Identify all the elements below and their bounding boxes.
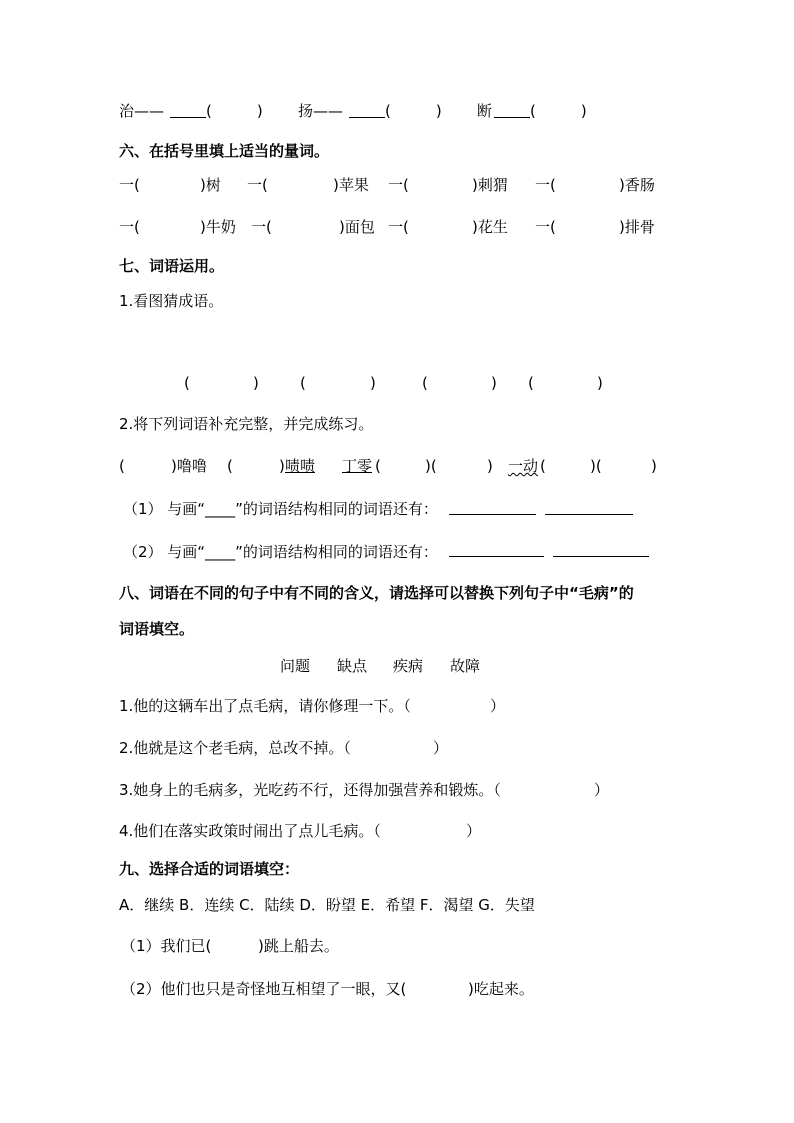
sentence-text: )吃起来。: [468, 980, 534, 998]
section8-title-line2: 词语填空。: [119, 620, 195, 638]
section9-title: 九、选择合适的词语填空：: [119, 860, 300, 878]
char-zhi: 治: [119, 102, 135, 120]
paren-close: ): [171, 457, 177, 475]
paren-mid: )(: [425, 457, 437, 475]
paren-close: ): [651, 457, 657, 475]
char-yang: 扬: [298, 102, 314, 120]
paren-open: (: [119, 457, 125, 475]
choice-list: A．继续 B．连续 C．陆续 D．盼望 E．希望 F．渴望 G．失望: [119, 896, 535, 914]
option-word: 故障: [450, 657, 481, 675]
measure-post: )苹果: [333, 176, 369, 194]
sentence-text: 4.他们在落实政策时闹出了点儿毛病。（: [119, 822, 381, 840]
paren-open: (: [540, 457, 546, 475]
paren-close: ): [279, 457, 285, 475]
char-duan: 断: [477, 102, 493, 120]
word-lulu: 噜噜: [177, 457, 208, 475]
paren-close: ): [487, 457, 493, 475]
measure-pre: 一(: [119, 176, 140, 194]
option-word: 问题: [280, 657, 311, 675]
paren-close: ): [582, 374, 603, 392]
word-dingling: 丁零: [342, 457, 373, 475]
paren-close: ): [355, 374, 376, 392]
paren-open: (: [184, 374, 190, 392]
dash: ——: [134, 102, 164, 120]
sentence-text: 2.他就是这个老毛病，总改不掉。（: [119, 739, 351, 757]
paren-close: ）: [433, 739, 449, 757]
sub1-text: （1） 与画“____”的词语结构相同的词语还有：: [123, 500, 438, 518]
measure-pre: 一(: [251, 218, 272, 236]
answer-blank[interactable]: [494, 117, 530, 118]
answer-blank[interactable]: [545, 514, 633, 515]
paren-open: (: [375, 457, 381, 475]
sentence-text: )跳上船去。: [258, 937, 339, 955]
measure-pre: 一(: [247, 176, 268, 194]
paren-close: ): [476, 374, 497, 392]
paren-close: ）: [594, 781, 610, 799]
measure-pre: 一(: [388, 176, 409, 194]
section8-title-line1: 八、词语在不同的句子中有不同的含义，请选择可以替换下列句子中“毛病”的: [119, 584, 634, 602]
paren-open: (: [528, 374, 534, 392]
word-yidong: 一动: [508, 457, 539, 475]
measure-post: )面包: [339, 218, 375, 236]
paren-mid: )(: [590, 457, 602, 475]
measure-post: )刺猬: [472, 176, 508, 194]
answer-blank[interactable]: [349, 117, 385, 118]
paren-close: ）: [490, 697, 506, 715]
measure-post: )排骨: [619, 218, 655, 236]
measure-post: )牛奶: [200, 218, 236, 236]
option-word: 疾病: [393, 657, 424, 675]
measure-post: )香肠: [619, 176, 655, 194]
measure-pre: 一(: [119, 218, 140, 236]
paren-close: ): [238, 374, 259, 392]
paren-open: (: [422, 374, 428, 392]
measure-post: )树: [200, 176, 221, 194]
paren-open: (: [300, 374, 306, 392]
sentence-text: 3.她身上的毛病多，光吃药不行，还得加强营养和锻炼。（: [119, 781, 501, 799]
paren-close: ）: [466, 822, 482, 840]
option-word: 缺点: [337, 657, 368, 675]
answer-blank[interactable]: [553, 556, 649, 557]
measure-pre: 一(: [535, 218, 556, 236]
answer-blank[interactable]: [449, 556, 544, 557]
answer-blank[interactable]: [449, 514, 536, 515]
sentence-text: 1.他的这辆车出了点毛病，请你修理一下。（: [119, 697, 411, 715]
paren: ( ): [530, 102, 587, 120]
section6-title: 六、在括号里填上适当的量词。: [119, 142, 330, 160]
measure-pre: 一(: [535, 176, 556, 194]
sentence-text: （2）他们也只是奇怪地互相望了一眼，又(: [121, 980, 407, 998]
dash: ——: [313, 102, 343, 120]
sub2-text: （2） 与画“____”的词语结构相同的词语还有：: [123, 543, 438, 561]
word-zeze: 啧啧: [285, 457, 316, 475]
section7-title: 七、词语运用。: [119, 257, 225, 275]
q1-text: 1.看图猜成语。: [119, 292, 224, 310]
sentence-text: （1）我们已(: [121, 937, 212, 955]
paren-open: (: [227, 457, 233, 475]
answer-blank[interactable]: [170, 117, 206, 118]
measure-post: )花生: [472, 218, 508, 236]
measure-pre: 一(: [388, 218, 409, 236]
q2-text: 2.将下列词语补充完整，并完成练习。: [119, 415, 374, 433]
paren: ( ): [385, 102, 442, 120]
paren: ( ): [206, 102, 263, 120]
